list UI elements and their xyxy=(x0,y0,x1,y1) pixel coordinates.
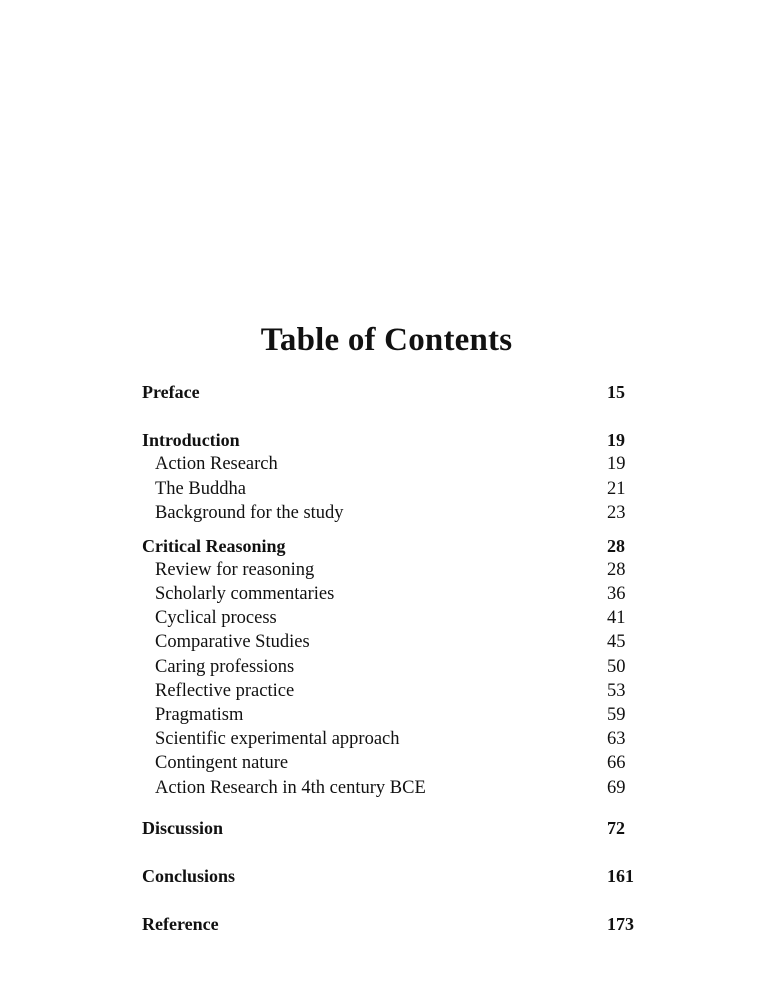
toc-entry-reflective-practice xyxy=(142,679,642,703)
toc-entry-page: 45 xyxy=(607,632,626,652)
toc-entry-page: 19 xyxy=(607,430,625,450)
toc-entry-text: Action Research in 4th century BCE xyxy=(155,778,426,798)
toc-entry-page: 53 xyxy=(607,681,626,701)
toc-entry-background xyxy=(142,501,642,525)
toc-entry-cyclical-process xyxy=(142,606,642,630)
toc-entry-conclusions xyxy=(142,864,642,888)
toc-entry-page: 173 xyxy=(607,914,634,934)
toc-entry-page: 50 xyxy=(607,657,626,677)
toc-entry-action-research xyxy=(142,452,642,476)
toc-entry-text: Pragmatism xyxy=(155,705,244,725)
toc-entry-page: 161 xyxy=(607,866,634,886)
toc-entry-text: Review for reasoning xyxy=(155,560,315,580)
toc-entry-page: 72 xyxy=(607,818,625,838)
toc-entry-page: 28 xyxy=(607,536,625,556)
toc-entry-page: 19 xyxy=(607,454,626,474)
toc-entry-critical-reasoning xyxy=(142,534,642,558)
toc-entry-page: 66 xyxy=(607,753,626,773)
toc-entry-text: Action Research xyxy=(155,454,278,474)
toc-entry-caring-professions xyxy=(142,655,642,679)
toc-entry-introduction xyxy=(142,428,642,452)
toc-entry-text: Critical Reasoning xyxy=(142,536,286,556)
toc-entry-page: 59 xyxy=(607,705,626,725)
toc-entry-pragmatism xyxy=(142,703,642,727)
toc-entry-text: Conclusions xyxy=(142,866,236,886)
toc-entry-reference xyxy=(142,912,642,936)
toc-entry-text: Discussion xyxy=(142,818,224,838)
toc-entry-text: Preface xyxy=(142,382,200,402)
page-title: Table of Contents xyxy=(260,322,513,358)
toc-entry-text: Cyclical process xyxy=(155,608,277,628)
toc-entry-page: 36 xyxy=(607,584,626,604)
toc-entry-review-for-reasoning xyxy=(142,558,642,582)
toc-entry-page: 63 xyxy=(607,729,626,749)
toc-entry-text: Background for the study xyxy=(155,503,344,523)
toc-entry-page: 15 xyxy=(607,382,625,402)
toc-entry-text: Scholarly commentaries xyxy=(155,584,335,604)
toc-entry-action-research-4th-century xyxy=(142,776,642,800)
toc-entry-page: 69 xyxy=(607,778,626,798)
toc-entry-page: 23 xyxy=(607,503,626,523)
toc-entry-text: Contingent nature xyxy=(155,753,289,773)
toc-entry-discussion xyxy=(142,816,642,840)
toc-entry-text: The Buddha xyxy=(155,479,246,499)
toc-entry-text: Introduction xyxy=(142,430,240,450)
toc-entry-text: Reflective practice xyxy=(155,681,295,701)
toc-entry-preface xyxy=(142,380,642,404)
toc-entry-text: Comparative Studies xyxy=(155,632,310,652)
toc-entry-comparative-studies xyxy=(142,630,642,654)
toc-entry-text: Scientific experimental approach xyxy=(155,729,400,749)
toc-entry-scientific-experimental-approach xyxy=(142,727,642,751)
toc-entry-page: 21 xyxy=(607,479,626,499)
toc-entry-scholarly-commentaries xyxy=(142,582,642,606)
toc-entry-the-buddha xyxy=(142,477,642,501)
toc-entry-page: 41 xyxy=(607,608,626,628)
toc-entry-text: Reference xyxy=(142,914,219,934)
toc-entry-page: 28 xyxy=(607,560,626,580)
toc-entry-text: Caring professions xyxy=(155,657,295,677)
toc-entry-contingent-nature xyxy=(142,751,642,775)
